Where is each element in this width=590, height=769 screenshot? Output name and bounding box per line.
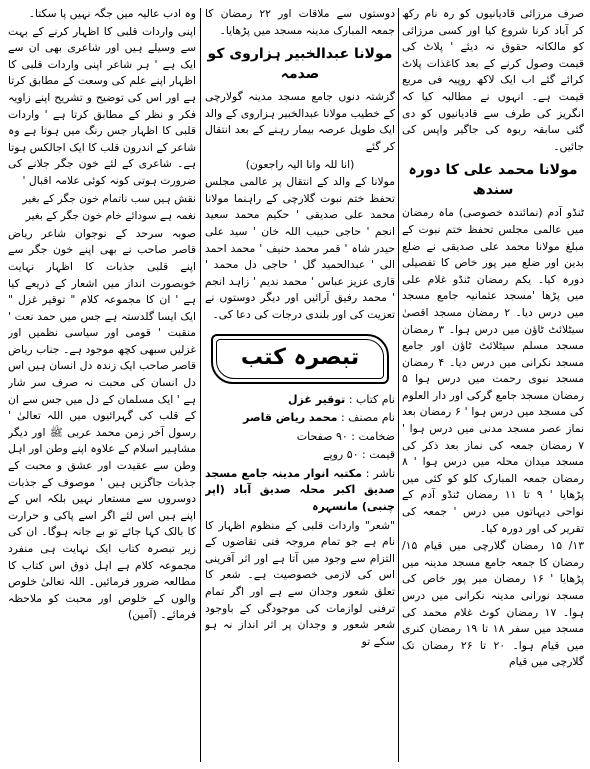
book-author-label: نام مصنف : [340,411,395,425]
condolence-text: مولانا کے والد کے انتقال پر عالمی مجلس تحفظ ختم نبوت گلارچی کے راہنما مولانا محمد علی صدیقی ' حکیم محمد سعید انجم ' حاجی حبیب اللہ خان ' سید علی حیدر شاہ ' قمر محمد حنیف ' محمد احمد الی ' عبدالحمید گل ' حاجی دل محمد ' قاری عزیز عباس ' محمد ندیم ' زاہد انجم ' محمد رفیق آرائیں اور دیگر دوستوں نے تعزیت کی اور بلندی درجات کی دعا کی۔ [205,175,395,321]
book-publisher-value: مکتبہ انوار مدینہ جامع مسجد صدیق اکبر محلہ صدیق آباد (اپر چنبی) مانسہرہ [205,466,395,514]
book-price-value: ۵۰ روپے [323,448,359,462]
review-body-2: صوبہ سرحد کے نوجوان شاعر ریاض قاصر صاحب نے بھی اپنے خون جگر سے اپنے قلبی جذبات کا اظہار نہایت خوبصورت انداز میں اشعار کے ذریعے کیا ہے ' ان کا مجموعہ کلام " توقیر غزل " ایک ایسا گلدستہ ہے جس میں حمد نعت ' منقبت ' قومی اور سیاسی نظمیں اور غزلیں سبھی کچھ موجود ہے۔ جناب ریاض قاصر صاحب ایک زندہ دل انسان ہیں اس دل انسان کی محبت نہ صرف سر شار ہے ' ایک مسلمان کے دل میں جس سے ان کے قلب کی گہرائیوں میں اللہ تعالیٰ ' رسول آخر زمن محمد عربی ﷺ اور دیگر مشاہیر اسلام کے علاوہ اپنے وطن اور اہل وطن سے عقیدت اور عشق و محبت کے جذبات جاگزیں ہیں ' موصوف کے جذبات دوسروں سے مستعار نہیں بلکہ اس کے اپنے ہیں اس لئے اگر اسے پاکی و حرارت کا بالک کہا جائے تو بے جانہ ہوگا۔ ان کی زیر تبصرہ کتاب ایک نہایت ہی منفرد مجموعہ کلام ہے اہل ذوق اس کتاب کا مطالعہ ضرور فرمائیں۔ اللہ تعالیٰ خلوص والوں کے خلوص اور محبت کو ملاحظہ فرمائے۔ (آمین) [8,226,196,622]
obituary-text: گزشتہ دنوں جامع مسجد مدینہ گولارچی کے خطیب مولانا عبدالخبیر ہزاروی کے والد ایک طویل عرصہ بیمار رہنے کے بعد انتقال کر گئے [205,90,395,153]
book-review-banner [211,334,389,384]
review-body-1: اپنی واردات قلبی کا اظہار کرنے کے بہت سے وسیلے ہیں اور شاعری بھی ان سے ایک ہے ' ہر شاعر اپنی واردات قلبی کا اظہار اپنے علم کی وسعت کے مطابق کرتا ہے اور اس کی توضیح و تشریح اپنے زاویہ فکر و نظر کے مطابق کرتا ہے ' واردات قلبی کا اظہار جس رنگ میں ہوتا ہے وہ شاعر کے اندرون قلب کا ایک اجالکس ہوتا ہے۔ شاعری کے لئے خون جگر جلانے کی ضرورت ہوتی کونہ کوئی علامہ اقبال ' ‏ [8,24,196,187]
column-left [8,6,196,764]
column-divider [200,8,201,762]
book-review-intro: "شعر" واردات قلبی کے منظوم اظہار کا نام ہے جو تمام مروجہ فنی تقاضوں کے التزام سے وجود میں آتا ہے اور اثر آفرینی اس کی لازمی خصوصیت ہے۔ شعر کا تعلق شعور وجدان سے ہے اور اگر تمام ترفنی لوازمات کی موجودگی کے باوجود شعر شعور و وجدان پر اثر انداز نہ ہو سکے تو [205,518,395,648]
book-author-row [205,410,395,427]
column-middle [205,6,395,764]
book-author-value: محمد ریاض قاصر [243,411,338,425]
book-price-row [205,447,395,464]
book-name-label: نام کتاب : [348,392,395,406]
book-pages-value: ۹۰ صفحات [296,429,348,443]
inna-lillah-text: (انا للہ وانا الیہ راجعون) [245,157,355,171]
sindh-tour-schedule: ۱۳/ ۱۵ رمضان گلارچی میں قیام ۱۵/ رمضان کا جمعہ جامع مسجد مدینہ میں پڑھایا ' ۱۶ رمضان میر پور خاص کی مسجد نورانی مدینہ نکرانی میں درس ہوا۔ ۱۷ رمضان کوٹ غلام محمد کی مسجد میں سفر ۱۸ تا ۱۹ رمضان کنری میں قیام ہوا۔ ۲۰ تا ۲۶ رمضان تک گلارچی میں قیام [402,539,584,669]
column-divider [398,8,399,762]
book-name-row [205,392,395,409]
book-name-value: توقیر غزل [288,392,346,406]
book-publisher-label: ناشر : [365,466,395,480]
article-continuation: صرف مرزائی قادیانیوں کو رہ نام رکھ کر آباد کرنا شروع کیا اور کسی مرزائی کو مالکانہ حقوق نہ دیئے ' پلاٹ کی قیمت وصول کرنے کے بعد کاغذات پلاٹ کرائے گئے اب ایک لاکھ روپیہ فی مربع قیمت ہے۔ انہوں نے مطالبہ کیا کہ انگریز کی طرف سے قادیانیوں کو دی گئی سابقہ ربوہ کی جاگیر واپس کی جائیں۔ [402,7,584,153]
book-pages-label: ضخامت : [351,429,395,443]
article-heading-sindh-tour: مولانا محمد علی کا دورہ سندھ [408,162,578,199]
review-continuation: وہ ادب عالیہ میں جگہ نہیں پا سکتا۔ [28,7,196,20]
book-review-title: تبصرہ کتب [240,345,360,371]
iqbal-couplet-line-2: نغمہ ہے سودائے خام خون جگر کے بغیر [25,210,196,223]
column-right [402,6,584,764]
tour-ending-text: دوستوں سے ملاقات اور ۲۲ رمضان کا جمعہ المبارک مدینہ مسجد میں پڑھایا۔ [205,7,395,37]
article-heading-condolence: مولانا عبدالخبیر ہزاروی کو صدمہ [207,46,393,83]
book-publisher-row [205,466,395,516]
iqbal-couplet-line-1: نقش ہیں سب ناتمام خون جگر کے بغیر [22,192,196,205]
book-price-label: قیمت : [362,448,395,462]
sindh-tour-body: ٹنڈو آدم (نمائندہ خصوصی) ماہ رمضان میں عالمی مجلس تحفظ ختم نبوت کے مبلغ مولانا محمد علی صدیقی نے ضلع بدین اور ضلع میر پور خاص کا تفصیلی دورہ کیا۔ یکم رمضان ٹنڈو غلام علی میں پڑھا 'مسجد عثمانیہ جامع مسجد میں درس دیا۔ ۲ رمضان مسجد اقصیٰ سیٹلائٹ ٹاؤن میں درس ہوا۔ ۳ رمضان مسجد مسلم سیٹلائٹ ٹاؤن اور جامع مسجد نکرانی میں درس دیا۔ ۴ رمضان مسجد نبوی رحمت میں درس ہوا ۵ رمضان مسجد جامع گرکی اور دار العلوم کی مسجد میں درس ہوا ' ۶ رمضان بعد نماز عصر مسجد مدنی میں درس ہوا ' ۷ رمضان جمعہ کی نماز بعد ذکر کی مسجد میدان محلہ میں درس ہوا ' ۸ رمضان جمعہ المبارک کلو کو کئی میں پڑھایا ' ۹ تا ۱۱ رمضان ٹنڈو آدم کے نواحی دیہاتوں میں درس ' جمعہ کی تقریر کی اور دورہ کیا۔ [402,206,584,535]
book-pages-row [205,429,395,446]
